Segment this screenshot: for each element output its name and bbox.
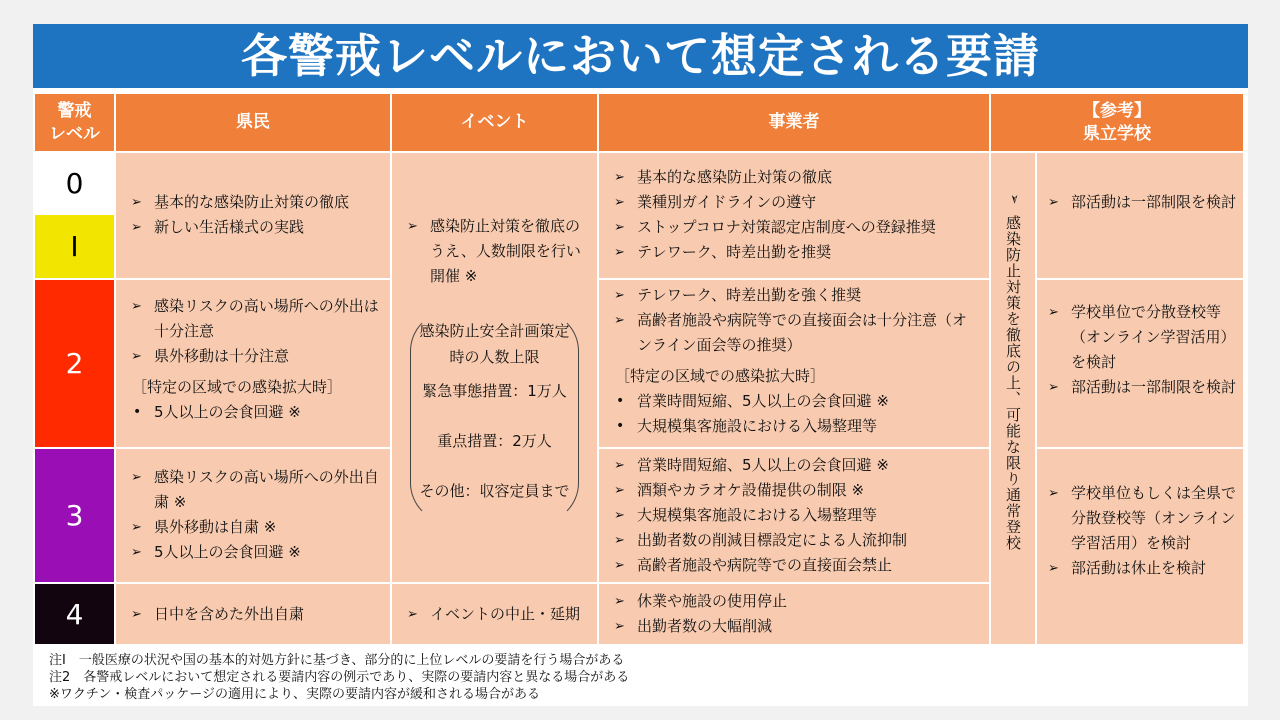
list-item: ➢ 県外移動は十分注意: [124, 344, 382, 369]
list-item: ➢ 部活動は休止を検討: [1041, 556, 1237, 581]
footnote: ※ワクチン・検査パッケージの適用により、実際の要請内容が緩和される場合がある: [49, 687, 540, 702]
citizens-level-4: [116, 584, 390, 644]
list-item: ➢ 大規模集客施設における入場整理等: [607, 503, 981, 528]
level-3: 3: [35, 449, 114, 582]
list-item: ➢ 部活動は一部制限を検討: [1041, 190, 1237, 215]
business-level-3: [599, 449, 989, 582]
list-item: ➢ 営業時間短縮、5人以上の会食回避 ※: [607, 453, 981, 478]
list-item: ➢ 感染リスクの高い場所への外出は十分注意: [124, 294, 382, 344]
list-item: ➢ イベントの中止・延期: [400, 602, 589, 627]
school-vertical-label: 感染防止対策を徹底の上、可能な限り通常登校: [1004, 215, 1022, 551]
list-item: ➢ 学校単位もしくは全県で分散登校等（オンライン学習活用）を検討: [1041, 481, 1237, 556]
page-title: 各警戒レベルにおいて想定される要請: [33, 24, 1248, 88]
header-business: 事業者: [599, 94, 989, 151]
subsection-title: ［特定の区域での感染拡大時］: [132, 378, 343, 396]
bullet-icon: ➢: [1006, 193, 1021, 205]
event-limit-emergency: 緊急事態措置：1万人: [422, 382, 567, 400]
level-4: 4: [35, 584, 114, 644]
footnote: 注Ⅰ 一般医療の状況や国の基本的対処方針に基づき、部分的に上位レベルの要請を行う場合がある: [49, 653, 625, 668]
event-level-0-3: [392, 153, 597, 582]
event-limit-plan: 感染防止安全計画策定時の人数上限: [419, 322, 570, 366]
footnotes: [49, 652, 629, 703]
list-item: ➢ テレワーク、時差出勤を推奨: [607, 240, 981, 265]
header-citizens: 県民: [116, 94, 390, 151]
list-item: ➢ 基本的な感染防止対策の徹底: [124, 190, 382, 215]
footnote: 注2 各警戒レベルにおいて想定される要請内容の例示であり、実際の要請内容と異なる場合がある: [49, 670, 630, 685]
list-item: ➢ 酒類やカラオケ設備提供の制限 ※: [607, 478, 981, 503]
citizens-level-2: [116, 280, 390, 447]
list-item: ➢ 高齢者施設や病院等での直接面会は十分注意（オンライン面会等の推奨）: [607, 308, 981, 358]
business-level-4: [599, 584, 989, 644]
list-item: ➢ 県外移動は自粛 ※: [124, 515, 382, 540]
header-school: 【参考】 県立学校: [991, 94, 1243, 151]
list-item: ➢ 業種別ガイドラインの遵守: [607, 190, 981, 215]
level-0: 0: [35, 153, 114, 214]
school-vertical-text: [991, 189, 1035, 551]
header-level: 警戒 レベル: [35, 94, 114, 151]
list-item: ➢ 5人以上の会食回避 ※: [124, 540, 382, 565]
header-event: イベント: [392, 94, 597, 151]
subsection-title: ［特定の区域での感染拡大時］: [615, 367, 826, 385]
list-item: ➢ 出勤者数の削減目標設定による人流抑制: [607, 528, 981, 553]
school-vertical-cell: [991, 153, 1035, 644]
list-item: ➢ 高齢者施設や病院等での直接面会禁止: [607, 553, 981, 578]
event-limit-bracket: [410, 311, 579, 523]
school-level-3-4: [1037, 449, 1243, 644]
list-item: ➢ 日中を含めた外出自粛: [124, 602, 382, 627]
event-limit-priority: 重点措置：2万人: [437, 432, 552, 450]
citizens-level-3: [116, 449, 390, 582]
list-item: • 大規模集客施設における入場整理等: [607, 414, 981, 439]
list-item: ➢ 感染防止対策を徹底のうえ、人数制限を行い開催 ※: [400, 214, 589, 289]
school-level-2: [1037, 280, 1243, 447]
list-item: ➢ 基本的な感染防止対策の徹底: [607, 165, 981, 190]
list-item: ➢ 休業や施設の使用停止: [607, 589, 981, 614]
list-item: ➢ ストップコロナ対策認定店制度への登録推奨: [607, 215, 981, 240]
level-2: 2: [35, 280, 114, 447]
slide: [33, 24, 1248, 706]
list-item: ➢ 感染リスクの高い場所への外出自粛 ※: [124, 465, 382, 515]
level-1: Ⅰ: [35, 215, 114, 278]
event-limit-other: その他：収容定員まで: [419, 482, 570, 500]
list-item: • 5人以上の会食回避 ※: [124, 400, 382, 425]
citizens-level-0-1: [116, 153, 390, 278]
list-item: ➢ 部活動は一部制限を検討: [1041, 375, 1237, 400]
business-level-2: [599, 280, 989, 447]
business-level-0-1: [599, 153, 989, 278]
list-item: ➢ テレワーク、時差出勤を強く推奨: [607, 283, 981, 308]
list-item: ➢ 学校単位で分散登校等（オンライン学習活用）を検討: [1041, 300, 1237, 375]
list-item: • 営業時間短縮、5人以上の会食回避 ※: [607, 389, 981, 414]
list-item: ➢ 出勤者数の大幅削減: [607, 614, 981, 639]
list-item: ➢ 新しい生活様式の実践: [124, 215, 382, 240]
school-level-0-1: [1037, 153, 1243, 278]
event-level-4: [392, 584, 597, 644]
